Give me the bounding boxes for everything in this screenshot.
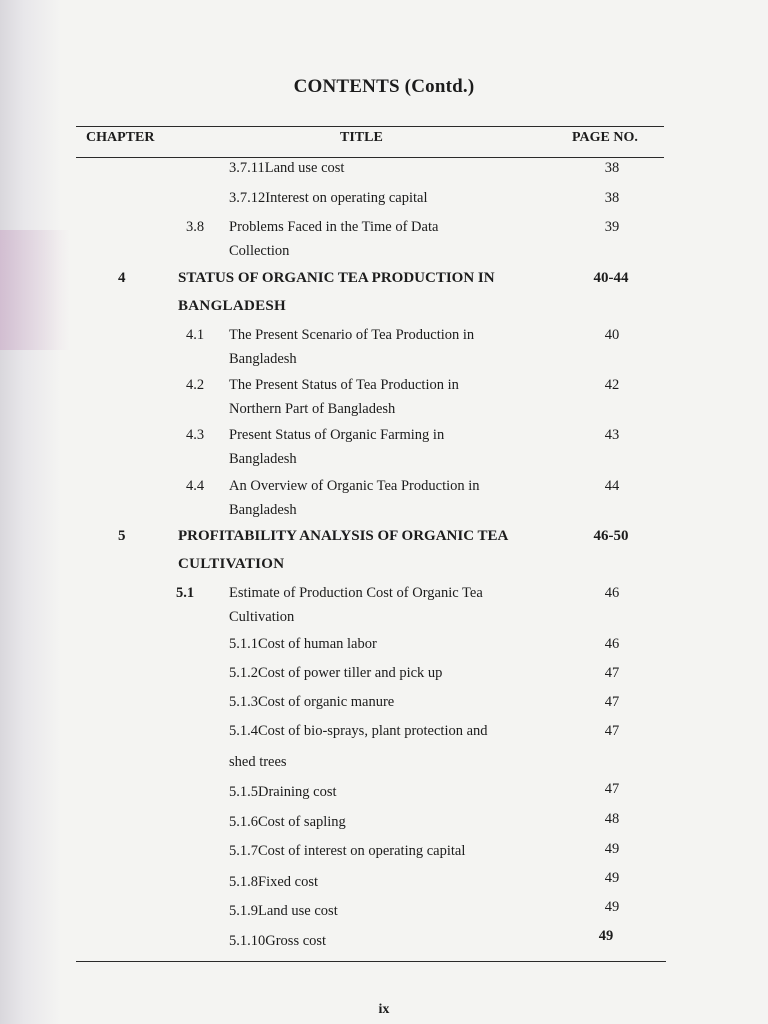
- page-title: CONTENTS (Contd.): [293, 76, 475, 97]
- column-header-title: TITLE: [340, 130, 383, 145]
- entry-title-continued: Bangladesh: [229, 351, 297, 367]
- entry-title-continued: Bangladesh: [229, 451, 297, 467]
- table-top-rule: [76, 126, 664, 127]
- chapter-number: 4: [118, 270, 126, 286]
- entry-page: 48: [604, 811, 620, 827]
- entry-title: 5.1.10Gross cost: [229, 933, 327, 949]
- entry-number: 4.4: [186, 478, 205, 494]
- entry-number: 5.1: [176, 585, 195, 601]
- entry-page: 44: [604, 478, 620, 494]
- entry-page: 39: [604, 219, 620, 235]
- chapter-title-continued: CULTIVATION: [178, 556, 285, 572]
- entry-title: 5.1.1Cost of human labor: [229, 636, 377, 652]
- entry-title: Present Status of Organic Farming in: [229, 427, 445, 443]
- entry-page: 49: [604, 899, 620, 915]
- entry-title: 5.1.8Fixed cost: [229, 874, 319, 890]
- entry-page: 47: [604, 723, 620, 739]
- column-header-chapter: CHAPTER: [86, 130, 155, 145]
- entry-title: 5.1.2Cost of power tiller and pick up: [229, 665, 443, 681]
- page-edge-tint: [0, 230, 70, 350]
- chapter-title: PROFITABILITY ANALYSIS OF ORGANIC TEA: [178, 528, 509, 544]
- entry-page: 47: [604, 781, 620, 797]
- entry-title: An Overview of Organic Tea Production in: [229, 478, 480, 494]
- chapter-title: STATUS OF ORGANIC TEA PRODUCTION IN: [178, 270, 495, 286]
- entry-title: Problems Faced in the Time of Data: [229, 219, 439, 235]
- entry-page: 38: [604, 190, 620, 206]
- entry-title: Estimate of Production Cost of Organic Tea: [229, 585, 483, 601]
- chapter-title-continued: BANGLADESH: [178, 298, 287, 314]
- column-header-page: PAGE NO.: [572, 130, 638, 145]
- entry-title-continued: Northern Part of Bangladesh: [229, 401, 396, 417]
- entry-page: 47: [604, 694, 620, 710]
- entry-title-continued: shed trees: [229, 754, 287, 770]
- entry-page: 46: [604, 636, 620, 652]
- entry-page: 38: [604, 160, 620, 176]
- entry-title: 5.1.9Land use cost: [229, 903, 338, 919]
- entry-title: 5.1.5Draining cost: [229, 784, 337, 800]
- chapter-pages: 46-50: [593, 528, 629, 544]
- entry-page: 43: [604, 427, 620, 443]
- table-bottom-rule: [76, 961, 666, 962]
- table-header-rule: [76, 157, 664, 158]
- entry-title: 5.1.6Cost of sapling: [229, 814, 346, 830]
- entry-number: 4.3: [186, 427, 205, 443]
- entry-page: 49: [604, 870, 620, 886]
- entry-title: The Present Status of Tea Production in: [229, 377, 459, 393]
- entry-title: 5.1.3Cost of organic manure: [229, 694, 395, 710]
- entry-title: 5.1.7Cost of interest on operating capital: [229, 843, 466, 859]
- chapter-pages: 40-44: [593, 270, 629, 286]
- entry-number: 3.8: [186, 219, 205, 235]
- entry-page: 49: [598, 928, 614, 944]
- entry-page: 40: [604, 327, 620, 343]
- entry-title: 3.7.11Land use cost: [229, 160, 345, 176]
- entry-title-continued: Bangladesh: [229, 502, 297, 518]
- entry-title-continued: Collection: [229, 243, 290, 259]
- entry-title: 5.1.4Cost of bio-sprays, plant protection and: [229, 723, 488, 739]
- entry-page: 49: [604, 841, 620, 857]
- entry-title: The Present Scenario of Tea Production in: [229, 327, 475, 343]
- entry-page: 47: [604, 665, 620, 681]
- entry-title: 3.7.12Interest on operating capital: [229, 190, 428, 206]
- entry-number: 4.1: [186, 327, 205, 343]
- page-edge-shadow: [0, 0, 60, 1024]
- entry-page: 46: [604, 585, 620, 601]
- entry-title-continued: Cultivation: [229, 609, 295, 625]
- entry-number: 4.2: [186, 377, 205, 393]
- chapter-number: 5: [118, 528, 126, 544]
- entry-page: 42: [604, 377, 620, 393]
- page-number: ix: [378, 1002, 390, 1017]
